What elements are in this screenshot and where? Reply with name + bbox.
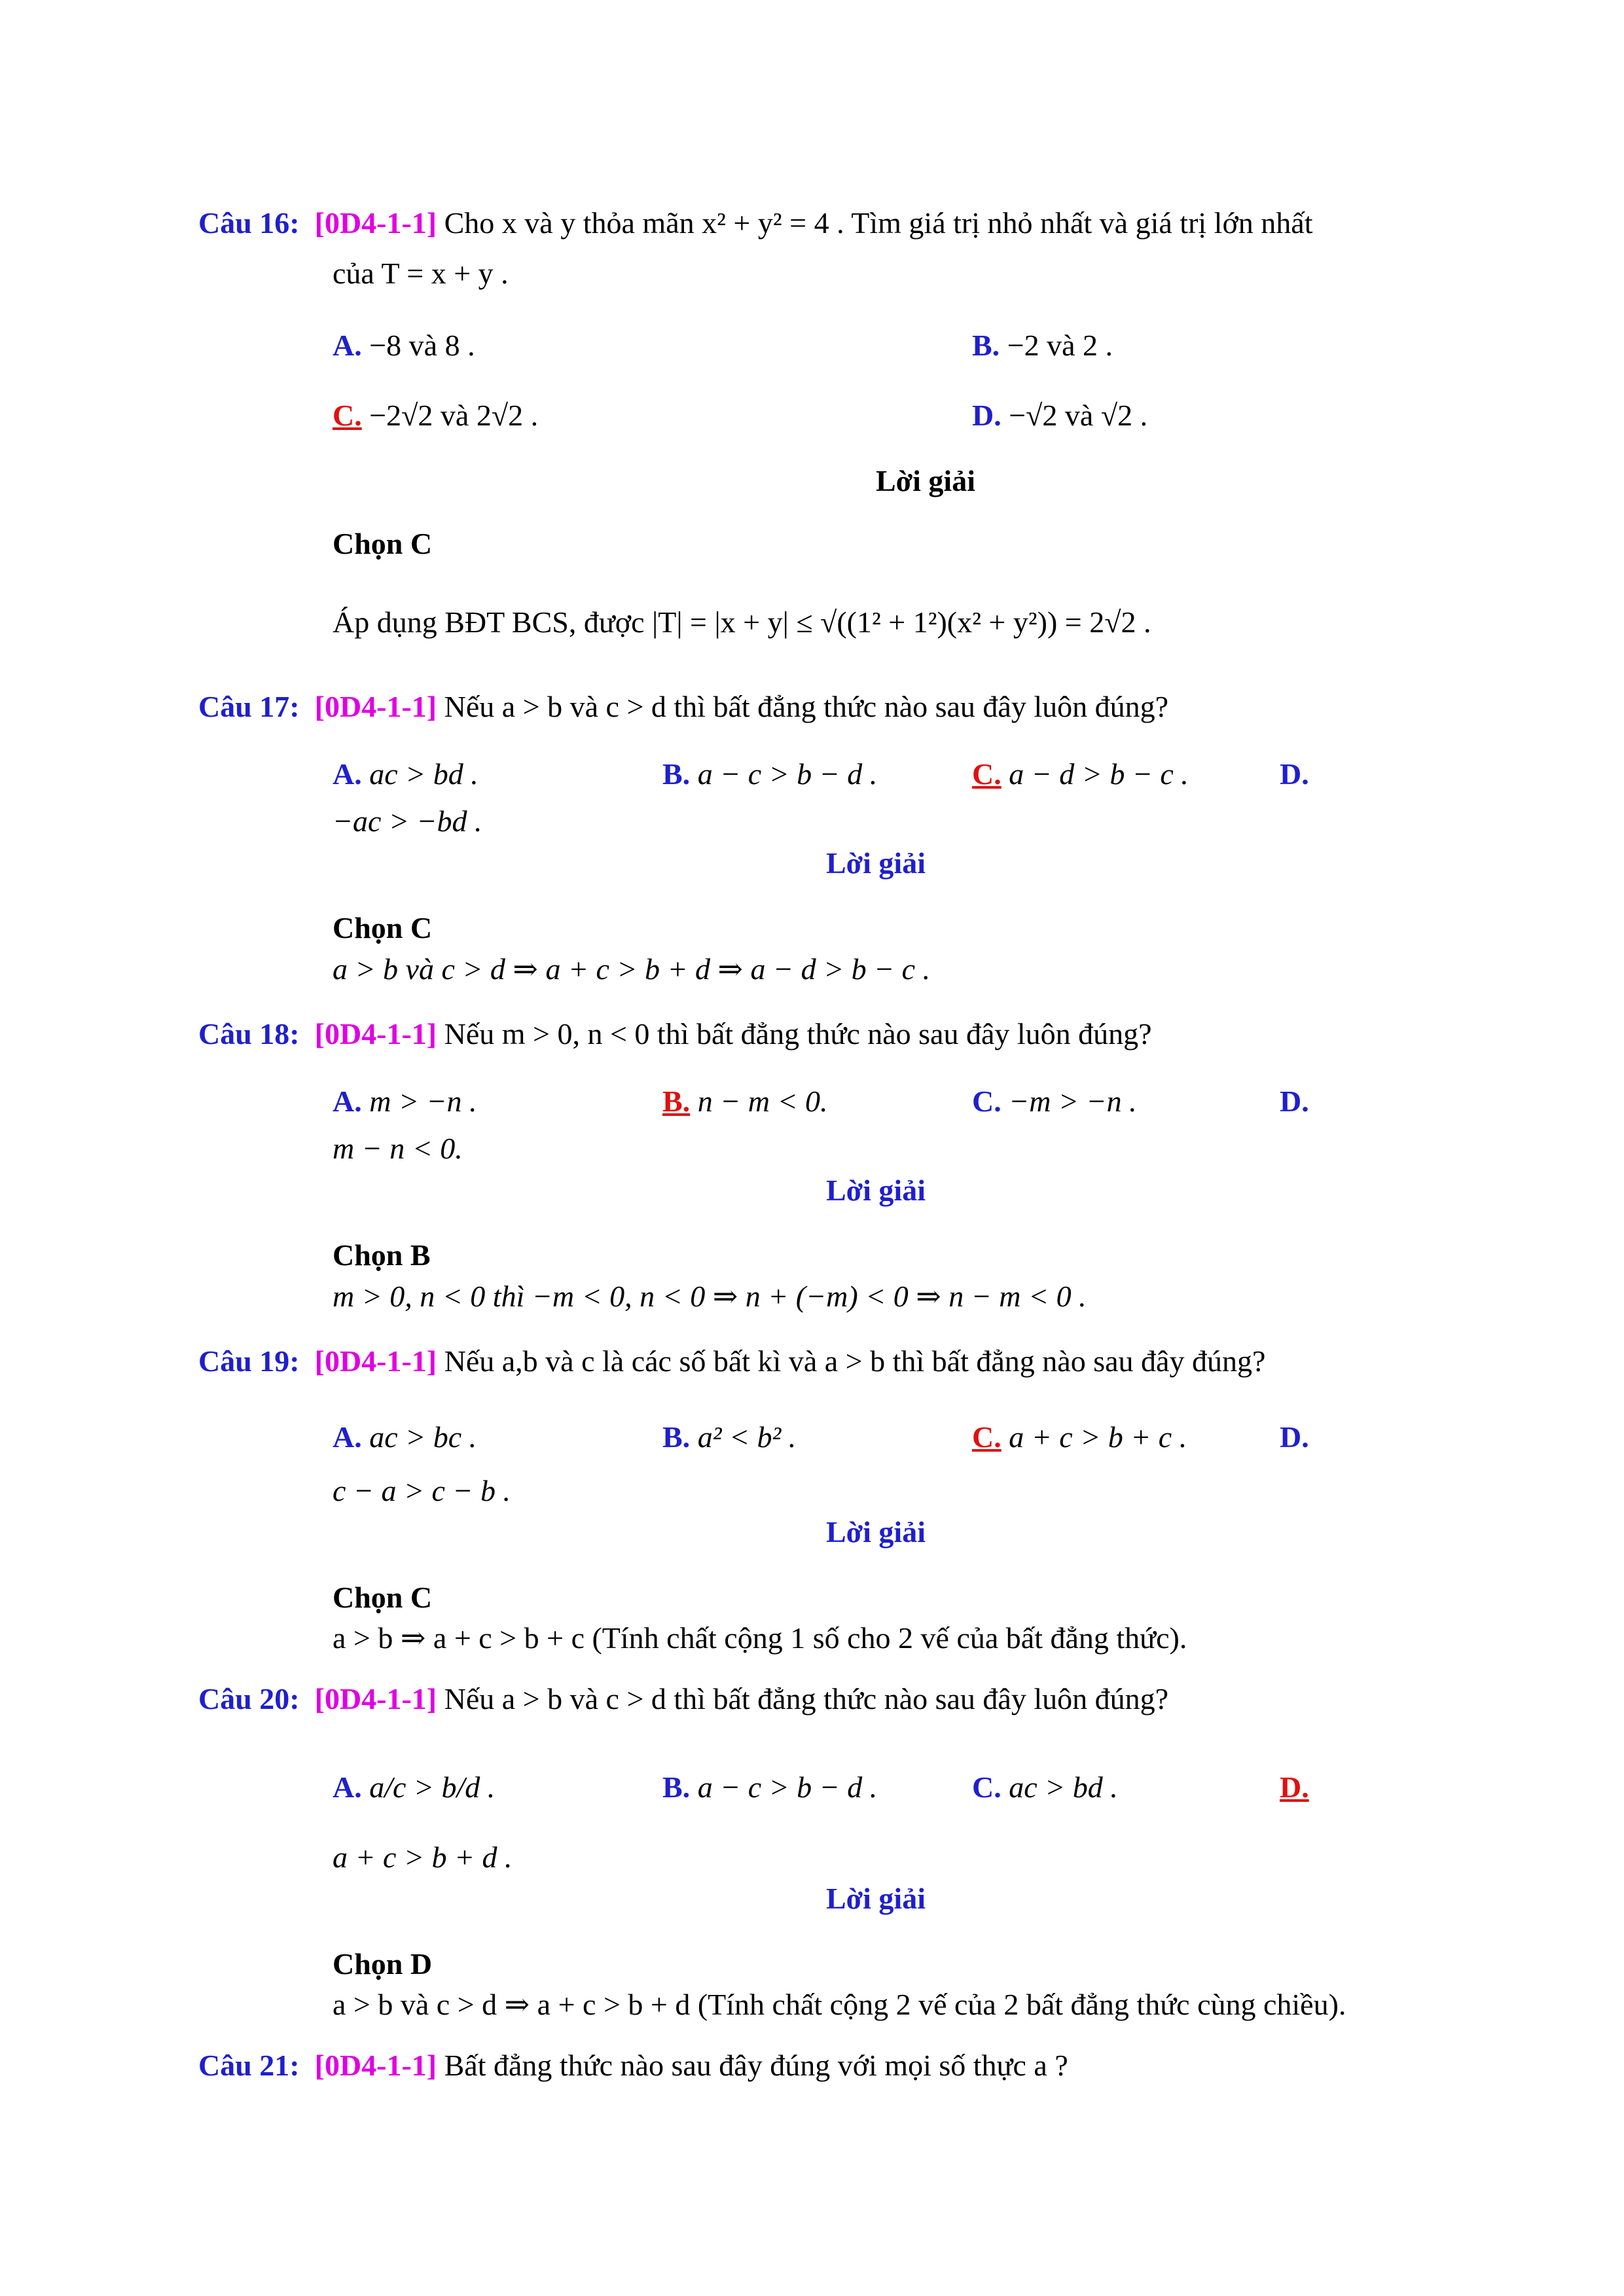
q20-solution: a > b và c > d ⇒ a + c > b + d (Tính chất cộng 2 vế của 2 bất đẳng thức cùng chiều). — [333, 1988, 1346, 2021]
q19-option-b: B. a² < b² . — [662, 1420, 797, 1454]
q21-text-line1: Bất đẳng thức nào sau đây đúng với mọi số thực a ? — [444, 2049, 1068, 2082]
q16-text-line2: của T = x + y . — [333, 257, 509, 290]
q18-option-d-text: m − n < 0. — [333, 1132, 463, 1165]
q20-line1 — [198, 1684, 1168, 1714]
q16-option-d: D. −√2 và √2 . — [972, 399, 1148, 432]
q20-option-c: C. ac > bd . — [972, 1770, 1118, 1804]
q18-number: Câu 18: — [198, 1017, 300, 1050]
q21-number: Câu 21: — [198, 2049, 300, 2082]
q17-choose: Chọn C — [333, 911, 433, 944]
q19-number: Câu 19: — [198, 1344, 300, 1378]
q21-tag: [0D4-1-1] — [314, 2049, 437, 2082]
q19-solution-title: Lời giải — [826, 1515, 926, 1549]
q20-option-a: A. a/c > b/d . — [333, 1770, 496, 1804]
q18-tag: [0D4-1-1] — [314, 1017, 437, 1050]
q17-line1 — [198, 692, 1168, 722]
q20-option-b: B. a − c > b − d . — [662, 1770, 878, 1804]
q20-option-d-letter: D. — [1280, 1770, 1309, 1804]
q17-tag: [0D4-1-1] — [314, 690, 437, 723]
q21-line1 — [198, 2051, 1068, 2081]
q18-option-b: B. n − m < 0. — [662, 1085, 828, 1118]
q20-number: Câu 20: — [198, 1682, 300, 1715]
q17-number: Câu 17: — [198, 690, 300, 723]
q17-solution: a > b và c > d ⇒ a + c > b + d ⇒ a − d > b − c . — [333, 952, 931, 986]
q16-option-b: B. −2 và 2 . — [972, 329, 1113, 362]
q19-choose: Chọn C — [333, 1581, 433, 1614]
q18-choose: Chọn B — [333, 1238, 431, 1272]
q20-solution-title: Lời giải — [826, 1882, 926, 1915]
q18-option-a: A. m > −n . — [333, 1085, 477, 1118]
q19-option-d-letter: D. — [1280, 1420, 1309, 1454]
q16-solution-title: Lời giải — [876, 464, 975, 497]
q17-option-b: B. a − c > b − d . — [662, 757, 878, 791]
q20-text-line1: Nếu a > b và c > d thì bất đẳng thức nào sau đây luôn đúng? — [444, 1682, 1169, 1715]
q18-line1 — [198, 1019, 1152, 1049]
q19-text-line1: Nếu a,b và c là các số bất kì và a > b thì bất đẳng nào sau đây đúng? — [444, 1344, 1266, 1378]
q16-option-a: A. −8 và 8 . — [333, 329, 475, 362]
q17-text-line1: Nếu a > b và c > d thì bất đẳng thức nào sau đây luôn đúng? — [444, 690, 1169, 723]
q16-number: Câu 16: — [198, 206, 300, 240]
q20-option-d-text: a + c > b + d . — [333, 1840, 513, 1874]
q19-option-d-text: c − a > c − b . — [333, 1474, 511, 1507]
q18-solution: m > 0, n < 0 thì −m < 0, n < 0 ⇒ n + (−m) < 0 ⇒ n − m < 0 . — [333, 1280, 1087, 1313]
q16-line1 — [198, 208, 1312, 238]
q19-solution: a > b ⇒ a + c > b + c (Tính chất cộng 1 số cho 2 vế của bất đẳng thức). — [333, 1621, 1187, 1655]
q17-option-a: A. ac > bd . — [333, 757, 478, 791]
q20-tag: [0D4-1-1] — [314, 1682, 437, 1715]
q16-solution: Áp dụng BĐT BCS, được |T| = |x + y| ≤ √((1² + 1²)(x² + y²)) = 2√2 . — [333, 605, 1151, 639]
q19-line1 — [198, 1346, 1265, 1376]
q19-option-c: C. a + c > b + c . — [972, 1420, 1187, 1454]
q18-solution-title: Lời giải — [826, 1174, 926, 1207]
q16-tag: [0D4-1-1] — [314, 206, 437, 240]
q19-tag: [0D4-1-1] — [314, 1344, 437, 1378]
q16-text-line1: Cho x và y thỏa mãn x² + y² = 4 . Tìm giá trị nhỏ nhất và giá trị lớn nhất — [444, 206, 1313, 240]
q16-choose: Chọn C — [333, 527, 433, 560]
q17-option-d-letter: D. — [1280, 757, 1309, 791]
q18-option-c: C. −m > −n . — [972, 1085, 1137, 1118]
q18-text-line1: Nếu m > 0, n < 0 thì bất đẳng thức nào sau đây luôn đúng? — [444, 1017, 1152, 1050]
q20-choose: Chọn D — [333, 1947, 433, 1981]
q18-option-d-letter: D. — [1280, 1085, 1309, 1118]
q16-option-c: C. −2√2 và 2√2 . — [333, 399, 539, 432]
q19-option-a: A. ac > bc . — [333, 1420, 477, 1454]
q17-solution-title: Lời giải — [826, 846, 926, 880]
q17-option-c: C. a − d > b − c . — [972, 757, 1189, 791]
q17-option-d-text: −ac > −bd . — [333, 804, 482, 838]
